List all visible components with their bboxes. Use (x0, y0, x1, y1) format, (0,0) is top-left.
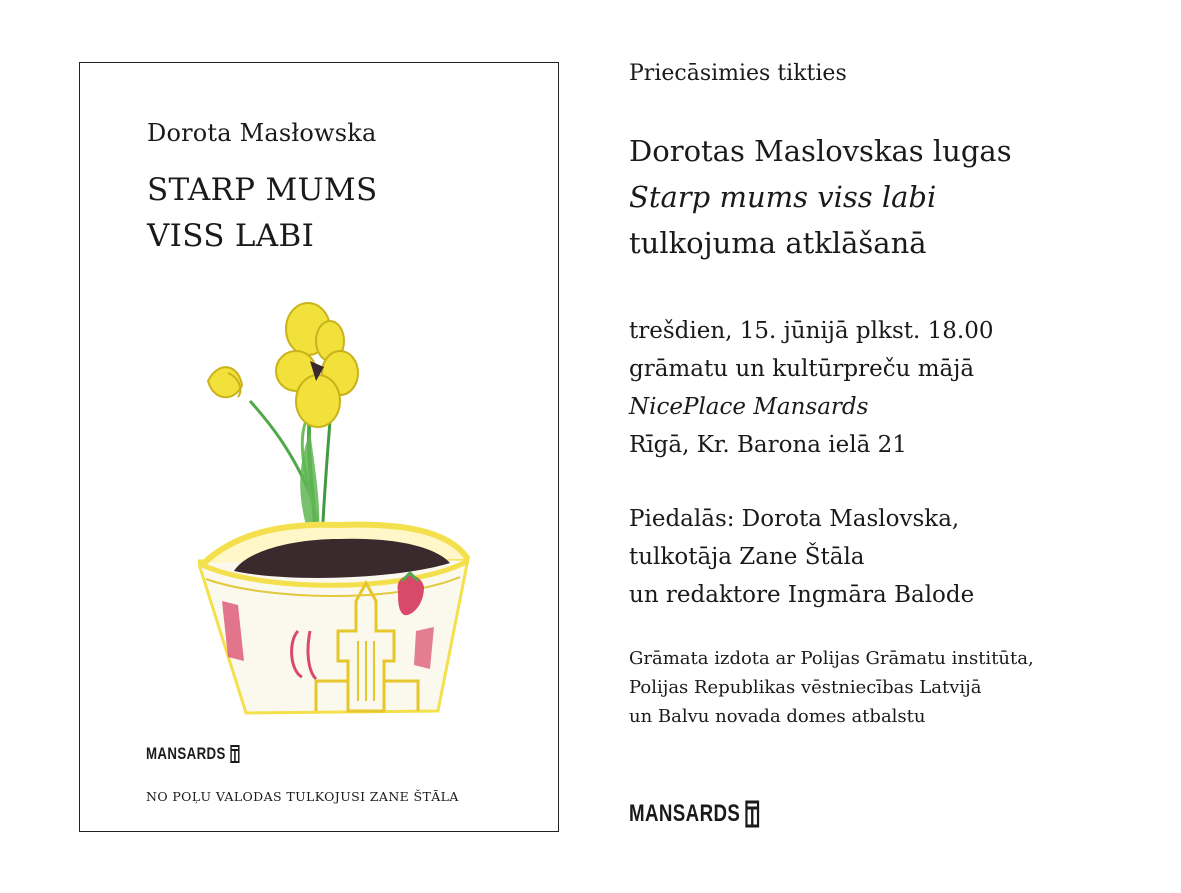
door-icon (745, 800, 759, 828)
event-details (629, 312, 1169, 464)
publisher-name: MANSARDS (629, 800, 741, 827)
cover-publisher-logo (146, 744, 240, 764)
support-line-2: Polijas Republikas vēstniecības Latvijā (629, 677, 982, 698)
event-date: trešdien, 15. jūnijā plkst. 18.00 (629, 318, 994, 344)
cover-title-line-1: STARP MUMS (147, 172, 378, 208)
cover-title (147, 167, 378, 259)
event-venue-name: NicePlace Mansards (629, 394, 869, 420)
invitation-intro: Priecāsimies tikties (629, 61, 847, 86)
support-line-3: un Balvu novada domes atbalstu (629, 706, 926, 727)
event-title-line-1: Dorotas Maslovskas lugas (629, 134, 1012, 168)
event-title-play-name: Starp mums viss labi (629, 180, 937, 214)
participants-line-2: tulkotāja Zane Štāla (629, 544, 865, 570)
cover-author: Dorota Masłowska (147, 119, 377, 147)
support-line-1: Grāmata izdota ar Polijas Grāmatu institūta, (629, 648, 1034, 669)
flower-pot-drawing (198, 301, 478, 721)
support-note (629, 644, 1169, 731)
publisher-logo (629, 800, 759, 828)
participants-line-1: Piedalās: Dorota Maslovska, (629, 506, 960, 532)
cover-title-line-2: VISS LABI (147, 218, 315, 254)
book-cover (79, 62, 559, 832)
invitation-text (629, 58, 1169, 731)
cover-publisher-name: MANSARDS (146, 744, 226, 763)
participants-line-3: un redaktore Ingmāra Balode (629, 582, 975, 608)
event-title-line-3: tulkojuma atklāšanā (629, 226, 927, 260)
event-venue-line-1: grāmatu un kultūrpreču mājā (629, 356, 975, 382)
door-icon (230, 745, 239, 763)
event-participants (629, 500, 1169, 614)
event-title (629, 128, 1169, 266)
translation-credit: NO POĻU VALODAS TULKOJUSI ZANE ŠTĀLA (146, 789, 459, 804)
event-address: Rīgā, Kr. Barona ielā 21 (629, 432, 907, 458)
